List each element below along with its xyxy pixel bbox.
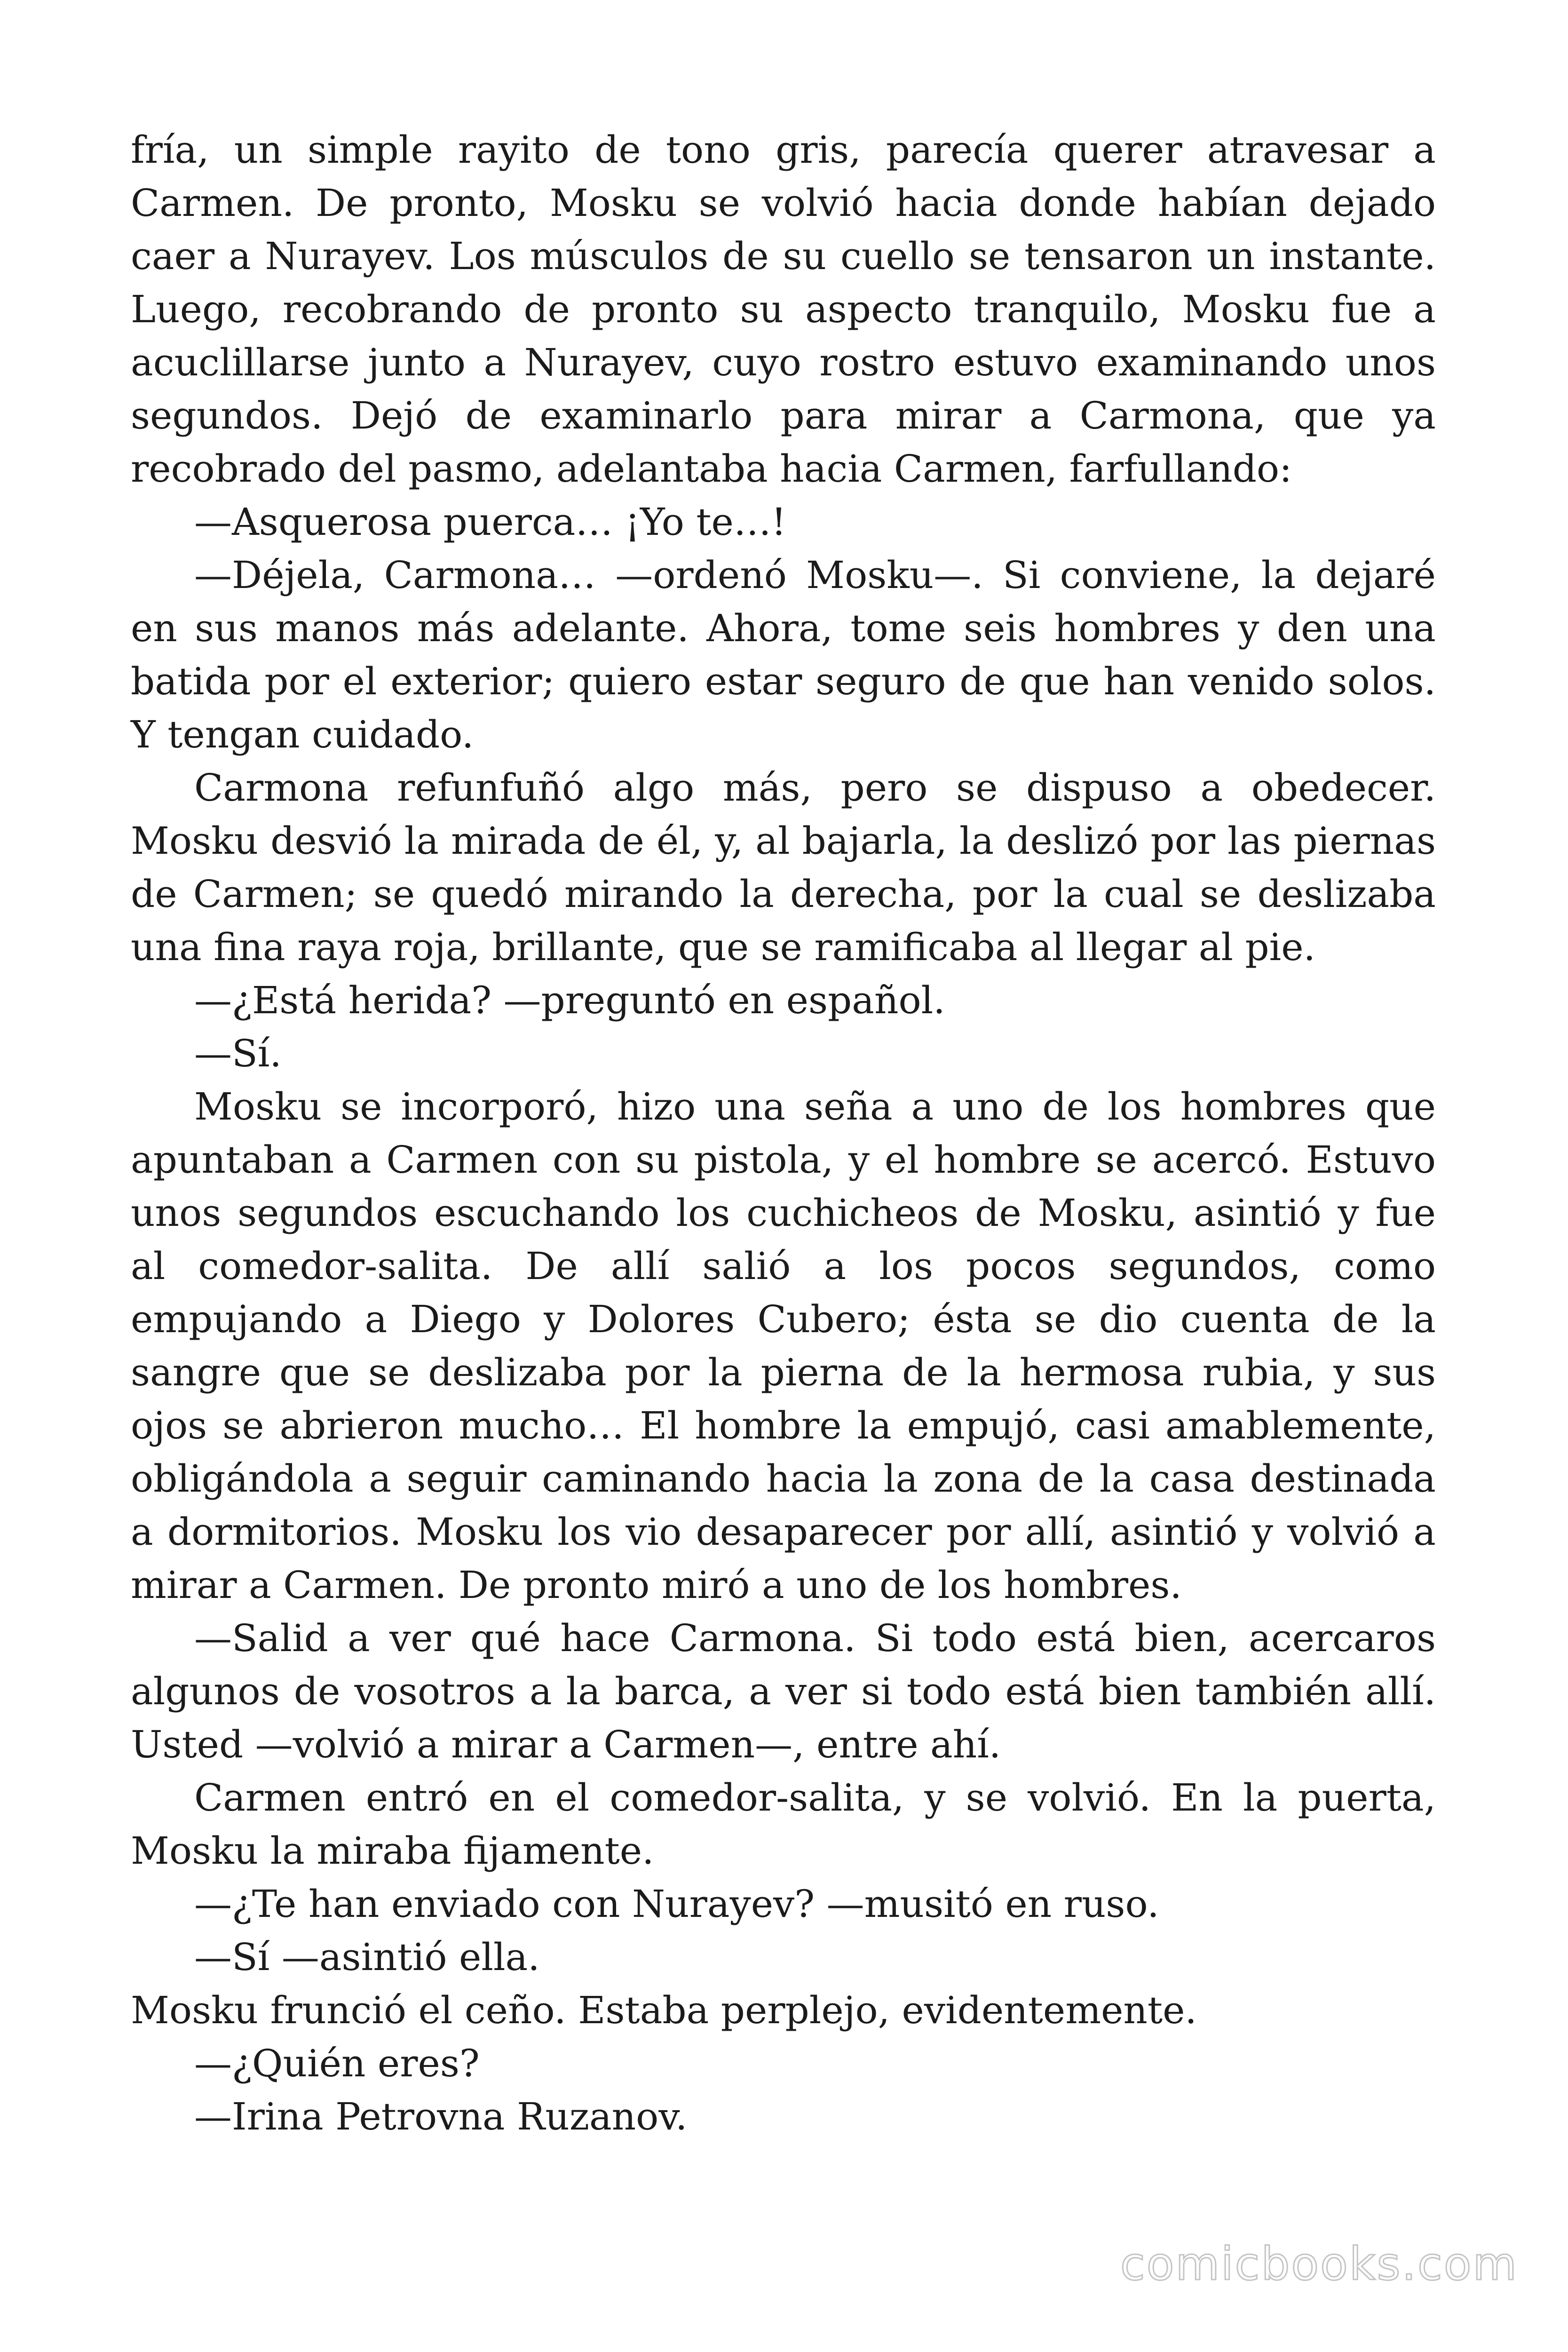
paragraph: —Asquerosa puerca… ¡Yo te…! bbox=[194, 500, 786, 544]
paragraph: —¿Te han enviado con Nurayev? —musitó en ruso. bbox=[194, 1882, 1159, 1926]
paragraph: Carmona refunfuñó algo más, pero se dispuso a obedecer. Mosku desvió la mirada de él, y, al bajarla, la deslizó por las piernas de Carmen; se quedó mirando la derecha, por la cual se deslizaba una fina raya roja, brillante, que se ramificaba al llegar al pie. bbox=[131, 766, 1436, 969]
paragraph: Mosku frunció el ceño. Estaba perplejo, evidentemente. bbox=[131, 1988, 1197, 2032]
paragraph: —Déjela, Carmona… —ordenó Mosku—. Si conviene, la dejaré en sus manos más adelante. Ahora, tome seis hombres y den una batida por el exterior; quiero estar seguro de que han venido solos. Y tengan cuidado. bbox=[131, 553, 1436, 756]
paragraph: fría, un simple rayito de tono gris, parecía querer atravesar a Carmen. De pronto, Mosku se volvió hacia donde habían dejado caer a Nurayev. Los músculos de su cuello se tensaron un instante. Luego, recobrando de pronto su aspecto tranquilo, Mosku fue a acuclillarse junto a Nurayev, cuyo rostro estuvo examinando unos segundos. Dejó de examinarlo para mirar a Carmona, que ya recobrado del pasmo, adelantaba hacia Carmen, farfullando: bbox=[131, 128, 1436, 491]
page-text bbox=[131, 123, 1436, 2143]
paragraph: —¿Quién eres? bbox=[194, 2042, 480, 2085]
paragraph: Mosku se incorporó, hizo una seña a uno de los hombres que apuntaban a Carmen con su pistola, y el hombre se acercó. Estuvo unos segundos escuchando los cuchicheos de Mosku, asintió y fue al comedor-salita. De allí salió a los pocos segundos, como empujando a Diego y Dolores Cubero; ésta se dio cuenta de la sangre que se deslizaba por la pierna de la hermosa rubia, y sus ojos se abrieron mucho… El hombre la empujó, casi amablemente, obligándola a seguir caminando hacia la zona de la casa destinada a dormitorios. Mosku los vio desaparecer por allí, asintió y volvió a mirar a Carmen. De pronto miró a uno de los hombres. bbox=[131, 1085, 1436, 1607]
paragraph: —Sí —asintió ella. bbox=[194, 1935, 540, 1979]
paragraph: Carmen entró en el comedor-salita, y se volvió. En la puerta, Mosku la miraba fijamente. bbox=[131, 1776, 1436, 1873]
paragraph: —Irina Petrovna Ruzanov. bbox=[194, 2095, 688, 2138]
paragraph: —Salid a ver qué hace Carmona. Si todo está bien, acercaros algunos de vosotros a la barca, a ver si todo está bien también allí. Usted —volvió a mirar a Carmen—, entre ahí. bbox=[131, 1616, 1436, 1766]
watermark: comicbooks.com bbox=[1120, 2238, 1518, 2290]
paragraph: —Sí. bbox=[194, 1032, 282, 1075]
paragraph: —¿Está herida? —preguntó en español. bbox=[194, 978, 945, 1022]
